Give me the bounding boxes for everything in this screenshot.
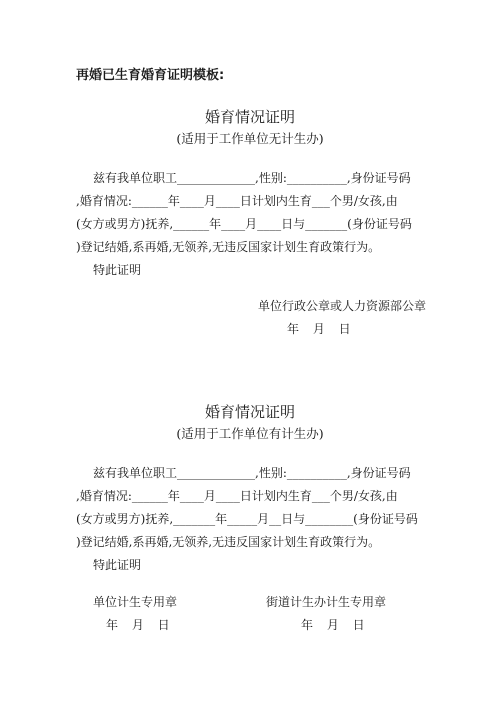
- seal-label: 单位行政公章或人力资源部公章: [258, 299, 427, 313]
- page-heading: 再婚已生育婚育证明模板:: [76, 68, 225, 83]
- body-line: )登记结婚,系再婚,无领养,无违反国家计划生育政策行为。: [76, 240, 381, 254]
- closing-text: 特此证明: [93, 263, 142, 277]
- body-line: ,婚育情况:______年____月____日计划内生育___个男/女孩,由: [76, 194, 398, 208]
- seal-label-right: 街道计生办计生专用章: [266, 595, 387, 609]
- body-line: ,婚育情况:______年____月____日计划内生育___个男/女孩,由: [76, 489, 398, 503]
- body-line: (女方或男方)抚养,______年____月____日与_______(身份证号码: [76, 217, 412, 231]
- date-label-left: 年 月 日: [106, 618, 170, 632]
- body-line: (女方或男方)抚养,_______年_____月__日与________(身份证号码: [76, 512, 418, 526]
- certificate-subtitle: (适用于工作单位无计生办): [176, 131, 324, 146]
- date-label-right: 年 月 日: [301, 618, 365, 632]
- seal-label-left: 单位计生专用章: [93, 595, 178, 609]
- body-line: 兹有我单位职工_____________,性别:__________,身份证号码: [93, 171, 411, 185]
- body-line: )登记结婚,系再婚,无领养,无违反国家计划生育政策行为。: [76, 535, 381, 549]
- certificate-title: 婚育情况证明: [204, 108, 295, 126]
- date-label: 年 月 日: [287, 322, 351, 336]
- closing-text: 特此证明: [93, 558, 142, 572]
- certificate-subtitle: (适用于工作单位有计生办): [176, 426, 324, 441]
- body-line: 兹有我单位职工_____________,性别:__________,身份证号码: [93, 466, 411, 480]
- certificate-title: 婚育情况证明: [204, 403, 295, 421]
